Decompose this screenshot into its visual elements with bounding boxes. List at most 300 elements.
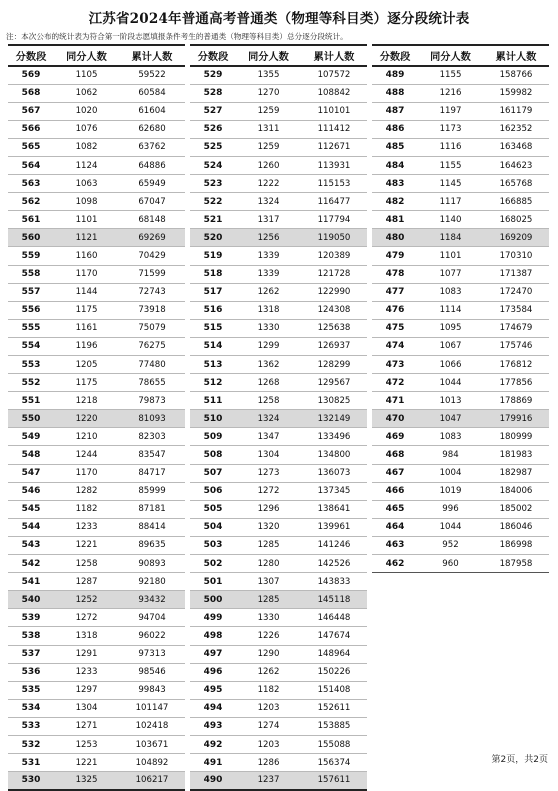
table-row	[372, 120, 549, 138]
cumulative-count-cell: 125638	[301, 319, 367, 337]
score-column-3	[372, 44, 549, 573]
score-cell: 484	[372, 156, 418, 174]
score-cell: 542	[8, 555, 54, 573]
same-score-count-cell: 1347	[236, 428, 301, 446]
cumulative-count-cell: 148964	[301, 645, 367, 663]
cumulative-count-cell: 117794	[301, 211, 367, 229]
score-cell: 490	[190, 772, 236, 790]
same-score-count-cell: 1339	[236, 265, 301, 283]
cumulative-count-cell: 102418	[119, 717, 185, 735]
score-cell: 523	[190, 175, 236, 193]
score-cell: 483	[372, 175, 418, 193]
table-row	[190, 518, 367, 536]
same-score-count-cell: 1290	[236, 645, 301, 663]
table-row	[190, 428, 367, 446]
table-row	[8, 84, 185, 102]
table-row	[8, 573, 185, 591]
cumulative-count-cell: 159982	[483, 84, 549, 102]
cumulative-count-cell: 130825	[301, 392, 367, 410]
same-score-count-cell: 1019	[418, 482, 483, 500]
table-row	[190, 156, 367, 174]
score-cell: 554	[8, 337, 54, 355]
score-cell: 510	[190, 410, 236, 428]
score-cell: 489	[372, 66, 418, 84]
cumulative-count-cell: 87181	[119, 500, 185, 518]
same-score-count-cell: 1280	[236, 555, 301, 573]
same-score-count-cell: 1121	[54, 229, 119, 247]
table-row	[190, 265, 367, 283]
cumulative-count-cell: 137345	[301, 482, 367, 500]
same-score-count-cell: 1256	[236, 229, 301, 247]
score-column-2	[190, 44, 367, 791]
same-score-count-cell: 1144	[54, 283, 119, 301]
cumulative-count-cell: 143833	[301, 573, 367, 591]
same-score-count-cell: 1304	[236, 446, 301, 464]
table-row	[8, 283, 185, 301]
table-row	[8, 536, 185, 554]
cumulative-count-cell: 115153	[301, 175, 367, 193]
same-score-count-cell: 1062	[54, 84, 119, 102]
same-score-count-cell: 1197	[418, 102, 483, 120]
table-row	[190, 301, 367, 319]
same-score-count-cell: 1221	[54, 536, 119, 554]
same-score-count-cell: 1355	[236, 66, 301, 84]
score-cell: 524	[190, 156, 236, 174]
table-row	[8, 138, 185, 156]
cumulative-count-cell: 172470	[483, 283, 549, 301]
score-cell: 512	[190, 374, 236, 392]
table-row	[190, 102, 367, 120]
same-score-count-cell: 1291	[54, 645, 119, 663]
score-cell: 540	[8, 591, 54, 609]
score-cell: 534	[8, 699, 54, 717]
table-row	[8, 464, 185, 482]
score-cell: 465	[372, 500, 418, 518]
score-cell: 478	[372, 265, 418, 283]
score-cell: 493	[190, 717, 236, 735]
cumulative-count-cell: 116477	[301, 193, 367, 211]
cumulative-count-cell: 90893	[119, 555, 185, 573]
same-score-count-cell: 1297	[54, 681, 119, 699]
score-cell: 508	[190, 446, 236, 464]
score-cell: 519	[190, 247, 236, 265]
score-cell: 499	[190, 609, 236, 627]
score-cell: 475	[372, 319, 418, 337]
score-cell: 552	[8, 374, 54, 392]
score-cell: 514	[190, 337, 236, 355]
cumulative-count-cell: 64886	[119, 156, 185, 174]
same-score-count-cell: 1253	[54, 735, 119, 753]
cumulative-count-cell: 138641	[301, 500, 367, 518]
score-cell: 500	[190, 591, 236, 609]
same-score-count-cell: 1044	[418, 374, 483, 392]
table-note: 注：本次公布的统计表为符合第一阶段志愿填报条件考生的普通类（物理等科目类）总分逐分段统计。	[6, 32, 348, 41]
cumulative-count-cell: 187958	[483, 555, 549, 573]
same-score-count-cell: 1160	[54, 247, 119, 265]
same-score-count-cell: 1237	[236, 772, 301, 790]
same-score-count-cell: 1170	[54, 265, 119, 283]
score-cell: 520	[190, 229, 236, 247]
same-score-count-cell: 1196	[54, 337, 119, 355]
score-cell: 553	[8, 356, 54, 374]
table-row	[190, 229, 367, 247]
score-cell: 541	[8, 573, 54, 591]
score-cell: 467	[372, 464, 418, 482]
cumulative-count-cell: 177856	[483, 374, 549, 392]
header-same-score-count: 同分人数	[54, 45, 119, 66]
table-row	[190, 627, 367, 645]
same-score-count-cell: 1013	[418, 392, 483, 410]
same-score-count-cell: 1299	[236, 337, 301, 355]
table-row	[372, 193, 549, 211]
cumulative-count-cell: 65949	[119, 175, 185, 193]
same-score-count-cell: 1101	[418, 247, 483, 265]
table-row	[372, 555, 549, 573]
same-score-count-cell: 1218	[54, 392, 119, 410]
table-row	[190, 138, 367, 156]
table-row	[8, 446, 185, 464]
cumulative-count-cell: 153885	[301, 717, 367, 735]
score-cell: 502	[190, 555, 236, 573]
score-cell: 494	[190, 699, 236, 717]
table-row	[190, 446, 367, 464]
same-score-count-cell: 1324	[236, 410, 301, 428]
same-score-count-cell: 1076	[54, 120, 119, 138]
score-cell: 567	[8, 102, 54, 120]
same-score-count-cell: 1124	[54, 156, 119, 174]
score-cell: 558	[8, 265, 54, 283]
cumulative-count-cell: 98546	[119, 663, 185, 681]
same-score-count-cell: 1324	[236, 193, 301, 211]
cumulative-count-cell: 61604	[119, 102, 185, 120]
same-score-count-cell: 1282	[54, 482, 119, 500]
cumulative-count-cell: 108842	[301, 84, 367, 102]
cumulative-count-cell: 78655	[119, 374, 185, 392]
cumulative-count-cell: 122990	[301, 283, 367, 301]
table-row	[8, 102, 185, 120]
cumulative-count-cell: 132149	[301, 410, 367, 428]
same-score-count-cell: 1004	[418, 464, 483, 482]
cumulative-count-cell: 152611	[301, 699, 367, 717]
score-cell: 562	[8, 193, 54, 211]
same-score-count-cell: 1262	[236, 283, 301, 301]
cumulative-count-cell: 141246	[301, 536, 367, 554]
cumulative-count-cell: 168025	[483, 211, 549, 229]
score-cell: 538	[8, 627, 54, 645]
score-cell: 533	[8, 717, 54, 735]
same-score-count-cell: 1116	[418, 138, 483, 156]
same-score-count-cell: 952	[418, 536, 483, 554]
cumulative-count-cell: 81093	[119, 410, 185, 428]
same-score-count-cell: 1268	[236, 374, 301, 392]
score-cell: 545	[8, 500, 54, 518]
score-cell: 532	[8, 735, 54, 753]
same-score-count-cell: 1262	[236, 663, 301, 681]
same-score-count-cell: 1233	[54, 663, 119, 681]
table-row	[372, 156, 549, 174]
score-cell: 496	[190, 663, 236, 681]
table-row	[190, 555, 367, 573]
table-row	[372, 536, 549, 554]
score-cell: 518	[190, 265, 236, 283]
same-score-count-cell: 1047	[418, 410, 483, 428]
cumulative-count-cell: 112671	[301, 138, 367, 156]
score-cell: 539	[8, 609, 54, 627]
same-score-count-cell: 1307	[236, 573, 301, 591]
table-row	[190, 247, 367, 265]
table-row	[8, 301, 185, 319]
table-row	[372, 283, 549, 301]
table-row	[8, 681, 185, 699]
table-row	[8, 609, 185, 627]
table-row	[372, 265, 549, 283]
score-cell: 565	[8, 138, 54, 156]
cumulative-count-cell: 171387	[483, 265, 549, 283]
cumulative-count-cell: 133496	[301, 428, 367, 446]
same-score-count-cell: 1173	[418, 120, 483, 138]
same-score-count-cell: 1272	[54, 609, 119, 627]
table-row	[8, 699, 185, 717]
same-score-count-cell: 1182	[54, 500, 119, 518]
table-row	[190, 337, 367, 355]
same-score-count-cell: 1182	[236, 681, 301, 699]
score-cell: 463	[372, 536, 418, 554]
cumulative-count-cell: 77480	[119, 356, 185, 374]
cumulative-count-cell: 126937	[301, 337, 367, 355]
cumulative-count-cell: 73918	[119, 301, 185, 319]
table-row	[190, 356, 367, 374]
cumulative-count-cell: 62680	[119, 120, 185, 138]
table-row	[190, 84, 367, 102]
same-score-count-cell: 1221	[54, 754, 119, 772]
cumulative-count-cell: 71599	[119, 265, 185, 283]
same-score-count-cell: 1095	[418, 319, 483, 337]
score-cell: 564	[8, 156, 54, 174]
cumulative-count-cell: 180999	[483, 428, 549, 446]
score-cell: 509	[190, 428, 236, 446]
same-score-count-cell: 1184	[418, 229, 483, 247]
table-row	[190, 536, 367, 554]
cumulative-count-cell: 146448	[301, 609, 367, 627]
cumulative-count-cell: 186998	[483, 536, 549, 554]
score-cell: 513	[190, 356, 236, 374]
table-row	[372, 229, 549, 247]
score-cell: 473	[372, 356, 418, 374]
table-row	[190, 410, 367, 428]
table-row	[190, 645, 367, 663]
table-row	[8, 374, 185, 392]
same-score-count-cell: 1339	[236, 247, 301, 265]
score-cell: 525	[190, 138, 236, 156]
score-cell: 472	[372, 374, 418, 392]
table-row	[8, 591, 185, 609]
table-row	[8, 482, 185, 500]
same-score-count-cell: 1082	[54, 138, 119, 156]
score-cell: 535	[8, 681, 54, 699]
same-score-count-cell: 1271	[54, 717, 119, 735]
table-row	[372, 66, 549, 84]
score-cell: 498	[190, 627, 236, 645]
same-score-count-cell: 1270	[236, 84, 301, 102]
cumulative-count-cell: 69269	[119, 229, 185, 247]
table-row	[190, 175, 367, 193]
header-cumulative-count: 累计人数	[119, 45, 185, 66]
score-cell: 476	[372, 301, 418, 319]
table-row	[190, 374, 367, 392]
cumulative-count-cell: 101147	[119, 699, 185, 717]
table-row	[190, 754, 367, 772]
cumulative-count-cell: 67047	[119, 193, 185, 211]
same-score-count-cell: 1155	[418, 66, 483, 84]
cumulative-count-cell: 156374	[301, 754, 367, 772]
same-score-count-cell: 1318	[236, 301, 301, 319]
table-row	[372, 482, 549, 500]
cumulative-count-cell: 107572	[301, 66, 367, 84]
score-table-2	[190, 44, 367, 791]
score-cell: 526	[190, 120, 236, 138]
table-row	[8, 392, 185, 410]
same-score-count-cell: 1077	[418, 265, 483, 283]
table-row	[190, 735, 367, 753]
score-cell: 501	[190, 573, 236, 591]
score-cell: 507	[190, 464, 236, 482]
same-score-count-cell: 1311	[236, 120, 301, 138]
cumulative-count-cell: 75079	[119, 319, 185, 337]
cumulative-count-cell: 59522	[119, 66, 185, 84]
same-score-count-cell: 1259	[236, 102, 301, 120]
table-row	[8, 663, 185, 681]
same-score-count-cell: 1330	[236, 319, 301, 337]
table-row	[372, 102, 549, 120]
same-score-count-cell: 1320	[236, 518, 301, 536]
score-cell: 536	[8, 663, 54, 681]
same-score-count-cell: 1260	[236, 156, 301, 174]
table-row	[8, 265, 185, 283]
score-table-1	[8, 44, 185, 791]
same-score-count-cell: 1325	[54, 772, 119, 790]
header-score-band: 分数段	[8, 45, 54, 66]
cumulative-count-cell: 119050	[301, 229, 367, 247]
same-score-count-cell: 1114	[418, 301, 483, 319]
cumulative-count-cell: 184006	[483, 482, 549, 500]
header-same-score-count: 同分人数	[418, 45, 483, 66]
table-row	[190, 283, 367, 301]
table-row	[190, 681, 367, 699]
same-score-count-cell: 1044	[418, 518, 483, 536]
table-row	[190, 663, 367, 681]
cumulative-count-cell: 176812	[483, 356, 549, 374]
cumulative-count-cell: 89635	[119, 536, 185, 554]
same-score-count-cell: 1067	[418, 337, 483, 355]
score-cell: 557	[8, 283, 54, 301]
table-row	[8, 247, 185, 265]
score-cell: 468	[372, 446, 418, 464]
same-score-count-cell: 1285	[236, 536, 301, 554]
table-row	[190, 464, 367, 482]
table-row	[8, 627, 185, 645]
cumulative-count-cell: 166885	[483, 193, 549, 211]
score-cell: 556	[8, 301, 54, 319]
same-score-count-cell: 1220	[54, 410, 119, 428]
cumulative-count-cell: 165768	[483, 175, 549, 193]
cumulative-count-cell: 174679	[483, 319, 549, 337]
same-score-count-cell: 1286	[236, 754, 301, 772]
cumulative-count-cell: 88414	[119, 518, 185, 536]
same-score-count-cell: 1287	[54, 573, 119, 591]
table-row	[190, 717, 367, 735]
header-cumulative-count: 累计人数	[483, 45, 549, 66]
score-cell: 569	[8, 66, 54, 84]
table-row	[372, 319, 549, 337]
score-cell: 491	[190, 754, 236, 772]
table-row	[8, 645, 185, 663]
same-score-count-cell: 1244	[54, 446, 119, 464]
same-score-count-cell: 1083	[418, 283, 483, 301]
cumulative-count-cell: 182987	[483, 464, 549, 482]
table-row	[8, 772, 185, 790]
same-score-count-cell: 1101	[54, 211, 119, 229]
same-score-count-cell: 1362	[236, 356, 301, 374]
table-row	[372, 464, 549, 482]
score-cell: 522	[190, 193, 236, 211]
table-row	[372, 356, 549, 374]
table-row	[372, 518, 549, 536]
same-score-count-cell: 1296	[236, 500, 301, 518]
cumulative-count-cell: 72743	[119, 283, 185, 301]
table-row	[8, 211, 185, 229]
same-score-count-cell: 960	[418, 555, 483, 573]
table-row	[8, 717, 185, 735]
same-score-count-cell: 1161	[54, 319, 119, 337]
same-score-count-cell: 1258	[54, 555, 119, 573]
page-title: 江苏省2024年普通高考普通类（物理等科目类）逐分段统计表	[88, 11, 470, 27]
header-score-band: 分数段	[372, 45, 418, 66]
score-cell: 479	[372, 247, 418, 265]
score-cell: 563	[8, 175, 54, 193]
header-same-score-count: 同分人数	[236, 45, 301, 66]
cumulative-count-cell: 70429	[119, 247, 185, 265]
cumulative-count-cell: 161179	[483, 102, 549, 120]
score-cell: 566	[8, 120, 54, 138]
cumulative-count-cell: 93432	[119, 591, 185, 609]
same-score-count-cell: 1330	[236, 609, 301, 627]
table-row	[190, 120, 367, 138]
cumulative-count-cell: 163468	[483, 138, 549, 156]
cumulative-count-cell: 128299	[301, 356, 367, 374]
score-cell: 470	[372, 410, 418, 428]
table-row	[190, 772, 367, 790]
score-cell: 505	[190, 500, 236, 518]
same-score-count-cell: 1273	[236, 464, 301, 482]
score-cell: 464	[372, 518, 418, 536]
table-row	[8, 66, 185, 84]
score-column-1	[8, 44, 185, 791]
header-score-band: 分数段	[190, 45, 236, 66]
same-score-count-cell: 1259	[236, 138, 301, 156]
score-cell: 480	[372, 229, 418, 247]
cumulative-count-cell: 181983	[483, 446, 549, 464]
table-row	[8, 175, 185, 193]
cumulative-count-cell: 139961	[301, 518, 367, 536]
score-cell: 549	[8, 428, 54, 446]
score-cell: 492	[190, 735, 236, 753]
table-row	[8, 193, 185, 211]
same-score-count-cell: 1175	[54, 374, 119, 392]
same-score-count-cell: 1020	[54, 102, 119, 120]
score-cell: 495	[190, 681, 236, 699]
score-cell: 471	[372, 392, 418, 410]
table-row	[372, 301, 549, 319]
